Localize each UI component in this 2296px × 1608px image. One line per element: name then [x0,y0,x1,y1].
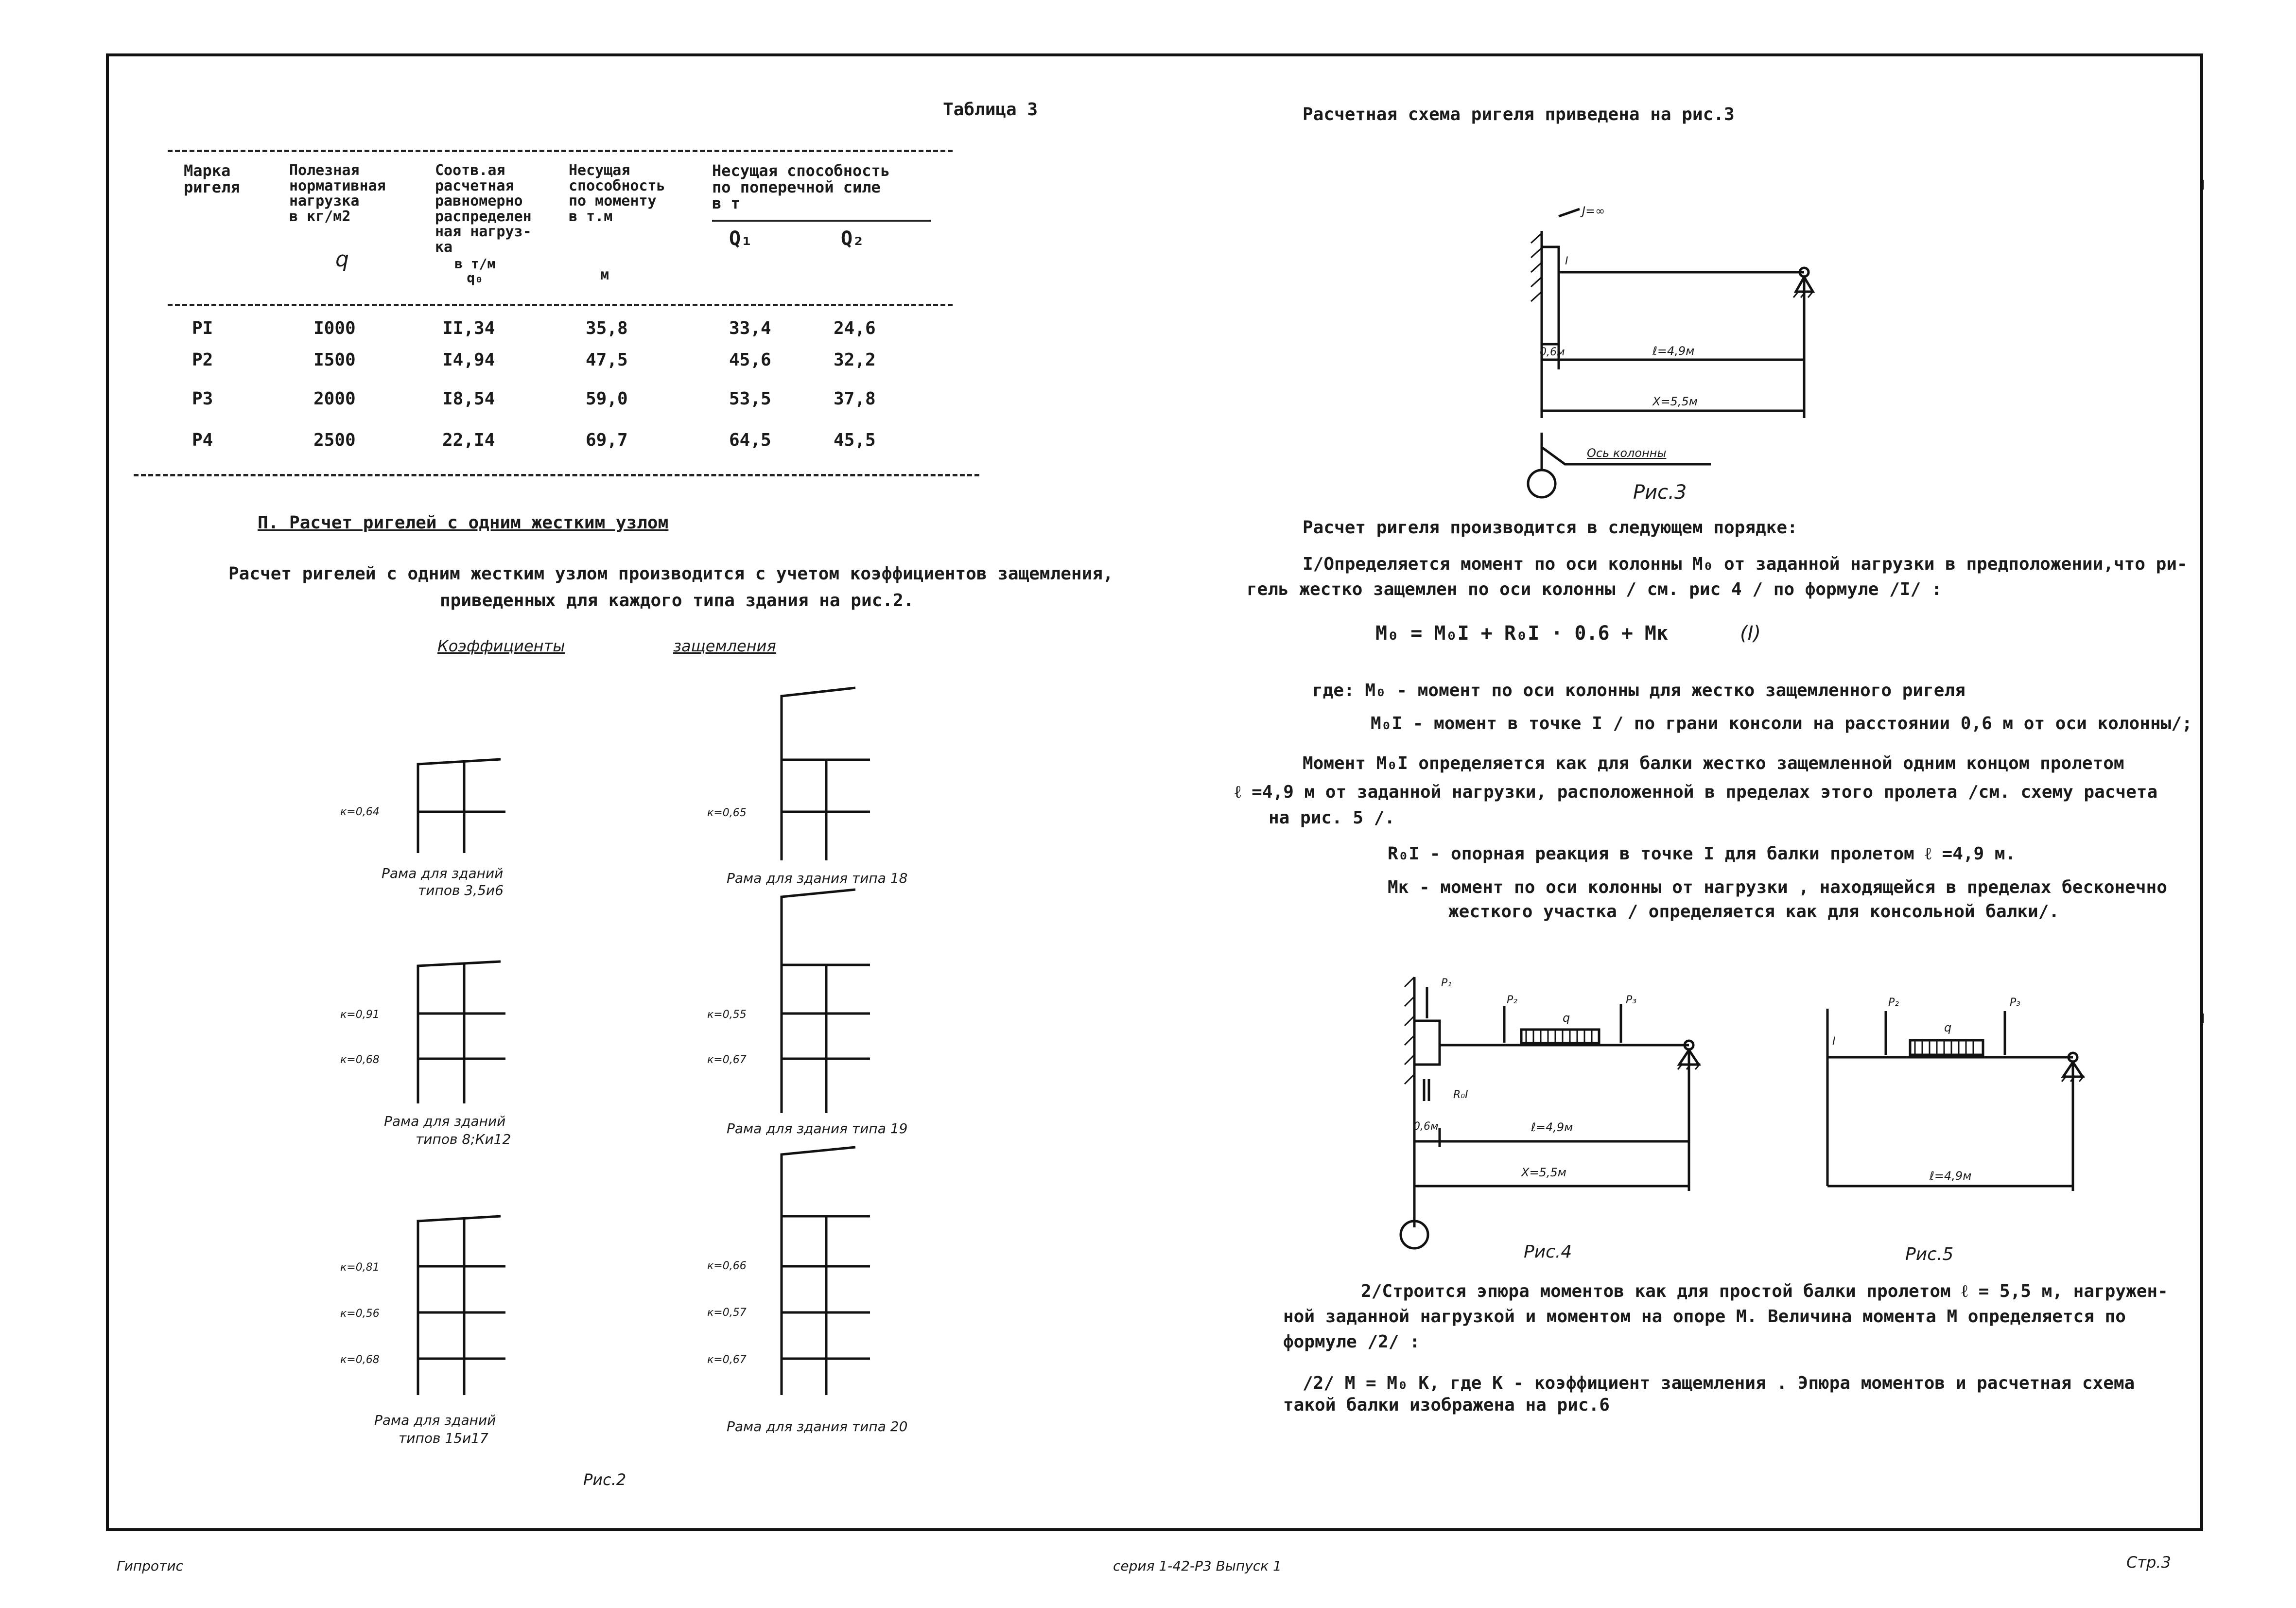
frame-5-drawing [418,1216,505,1395]
fig3-dim3: X=5,5м [1652,395,1698,408]
section-text-line2: приведенных для каждого типа здания на рис.2. [440,591,914,611]
right-intro: Расчетная схема ригеля приведена на рис.3 [1303,105,1735,124]
cell-q1: 53,5 [729,389,771,409]
where-line1: где: М₀ - момент по оси колонны для жестко защемленного ригеля [1312,681,1966,700]
section-heading: П. Расчет ригелей с одним жестким узлом [258,513,669,533]
cell-q0: II,34 [442,318,495,338]
table-header-q2: Q₂ [841,227,865,250]
cell-load: 2500 [313,430,356,450]
coef-label-2: защемления [673,637,776,655]
cell-q1: 64,5 [729,430,771,450]
p1-line1: I/Определяется момент по оси колонны М₀ от заданной нагрузки в предположении,что ри- [1303,554,2188,574]
frame-2-caption-1: Рама для здания типа 18 [727,870,908,886]
fig3-j-label: J=∞ [1582,204,1605,218]
fig5-q: q [1944,1021,1952,1034]
cell-q0: I8,54 [442,389,495,409]
fig3-caption: Рис.3 [1633,481,1687,504]
frame-6-drawing [782,1147,870,1395]
cell-mark: PI [192,318,213,338]
fig4-drawing [1401,977,1700,1248]
fig4-r01: R₀I [1453,1089,1468,1101]
cell-mark: P4 [192,430,213,450]
table-header-unit: м [600,266,609,283]
frame-5-k2: к=0,56 [340,1308,380,1320]
footer-left: Гипротис [117,1558,183,1574]
fig4-dim3: X=5,5м [1521,1166,1566,1179]
table-header-q1: Q₁ [729,227,753,250]
footer-right: Стр.3 [2126,1553,2171,1572]
fig4-p2: P₂ [1507,994,1518,1006]
where-line2: М₀I - момент в точке I / по грани консоли на расстоянии 0,6 м от оси колонны/; [1371,714,2192,734]
frame-1-drawing [418,759,505,853]
cell-load: I000 [313,318,356,338]
table-header-col4: Несущая способность по моменту в т.м [569,162,665,225]
fig5-p3: P₃ [2010,996,2021,1009]
cell-q1: 45,6 [729,350,771,370]
mk-line2: жесткого участка / определяется как для консольной балки/. [1448,902,2060,922]
moment-line2: ℓ =4,9 м от заданной нагрузки, расположенной в пределах этого пролета /см. схему расчета [1235,782,2158,802]
frame-4-caption-1: Рама для здания типа 19 [727,1120,908,1136]
frame-3-caption-1: Рама для зданий [384,1113,506,1129]
fig4-dim1: 0,6м [1413,1120,1439,1133]
frame-5-k3: к=0,68 [340,1354,380,1366]
cell-q2: 45,5 [834,430,876,450]
fig3-dim2: ℓ=4,9м [1652,344,1695,358]
fig2-caption: Рис.2 [583,1470,626,1489]
formula-1-number: (I) [1740,622,1761,645]
cell-moment: 35,8 [586,318,628,338]
fig3-dim1: 0,6м [1540,346,1565,358]
formula-2-line2: такой балки изображена на рис.6 [1283,1395,1610,1415]
frame-2-k: к=0,65 [707,807,747,819]
cell-q2: 24,6 [834,318,876,338]
frame-1-caption-2: типов 3,5и6 [418,882,504,898]
cell-mark: P3 [192,389,213,409]
r01-text: R₀I - опорная реакция в точке I для балки пролетом ℓ =4,9 м. [1388,844,2016,864]
frame-1-k: к=0,64 [340,806,380,818]
cell-q2: 32,2 [834,350,876,370]
frame-4-k2: к=0,67 [707,1054,747,1066]
cell-load: 2000 [313,389,356,409]
fig3-node: I [1565,255,1568,267]
fig4-caption: Рис.4 [1524,1242,1572,1262]
fig5-node: I [1832,1035,1836,1048]
cell-moment: 59,0 [586,389,628,409]
fig5-p2: P₂ [1888,996,1899,1009]
frame-3-caption-2: типов 8;Ки12 [416,1131,511,1147]
table-header-col3: Соотв.ая расчетная равномерно распределен ная нагруз- ка [435,162,532,256]
cell-moment: 69,7 [586,430,628,450]
frame-6-caption-1: Рама для здания типа 20 [727,1418,908,1434]
fig5-drawing [1827,1009,2084,1191]
cell-q0: 22,I4 [442,430,495,450]
fig4-dim2: ℓ=4,9м [1531,1120,1573,1134]
frame-3-drawing [418,961,505,1103]
frame-6-k3: к=0,67 [707,1354,747,1366]
fig4-q: q [1563,1011,1570,1025]
mk-line1: Мк - момент по оси колонны от нагрузки , находящейся в пределах бесконечно [1388,877,2167,897]
moment-line3: на рис. 5 /. [1269,808,1395,828]
section-text-line1: Расчет ригелей с одним жестким узлом производится с учетом коэффициентов защемления, [228,564,1113,584]
frame-6-k2: к=0,57 [707,1307,747,1319]
cell-mark: P2 [192,350,213,370]
fig4-p1: P₁ [1441,977,1452,989]
fig4-p3: P₃ [1626,994,1637,1006]
fig5-caption: Рис.5 [1905,1244,1954,1264]
formula-2: /2/ М = М₀ К, где К - коэффициент защемления . Эпюра моментов и расчетная схема [1303,1373,2135,1393]
cell-q0: I4,94 [442,350,495,370]
order-text: Расчет ригеля производится в следующем порядке: [1303,518,1798,538]
table-header-col1: Марка ригеля [184,161,240,196]
cell-q2: 37,8 [834,389,876,409]
frame-3-k2: к=0,68 [340,1054,380,1066]
table-header-col2: Полезная нормативная нагрузка в кг/м2 [289,162,386,225]
formula-1: М₀ = М₀I + R₀I · 0.6 + Мк [1375,622,1669,645]
frame-3-k1: к=0,91 [340,1009,380,1021]
p2-line1: 2/Строится эпюра моментов как для простой балки пролетом ℓ = 5,5 м, нагружен- [1361,1281,2168,1301]
cell-q1: 33,4 [729,318,771,338]
coef-label-1: Коэффициенты [437,637,565,655]
frame-2-drawing [782,688,870,860]
moment-line1: Момент М₀I определяется как для балки жестко защемленной одним концом пролетом [1303,753,2124,773]
p2-line2: ной заданной нагрузкой и моментом на опоре М. Величина момента М определяется по [1283,1307,2126,1327]
p2-line3: формуле /2/ : [1283,1332,1420,1352]
frame-5-caption-1: Рама для зданий [374,1412,496,1428]
frame-5-k1: к=0,81 [340,1261,380,1274]
frame-5-caption-2: типов 15и17 [399,1430,488,1446]
cell-moment: 47,5 [586,350,628,370]
p1-line2: гель жестко защемлен по оси колонны / см. рис 4 / по формуле /I/ : [1247,579,1942,599]
table-caption: Таблица 3 [943,100,1038,120]
table-header-q0: в т/м q₀ [454,256,496,286]
footer-center: серия 1-42-Р3 Выпуск 1 [1113,1558,1282,1574]
fig3-axis-label: Ось колонны [1587,446,1667,460]
frame-4-k1: к=0,55 [707,1009,747,1021]
frame-1-caption-1: Рама для зданий [382,865,504,881]
frame-6-k1: к=0,66 [707,1260,747,1272]
table-header-q: q [335,247,349,272]
fig5-dim: ℓ=4,9м [1930,1169,1972,1183]
cell-load: I500 [313,350,356,370]
table-header-col5: Несущая способность по поперечной силе в т [712,161,890,213]
frame-4-drawing [782,890,870,1113]
